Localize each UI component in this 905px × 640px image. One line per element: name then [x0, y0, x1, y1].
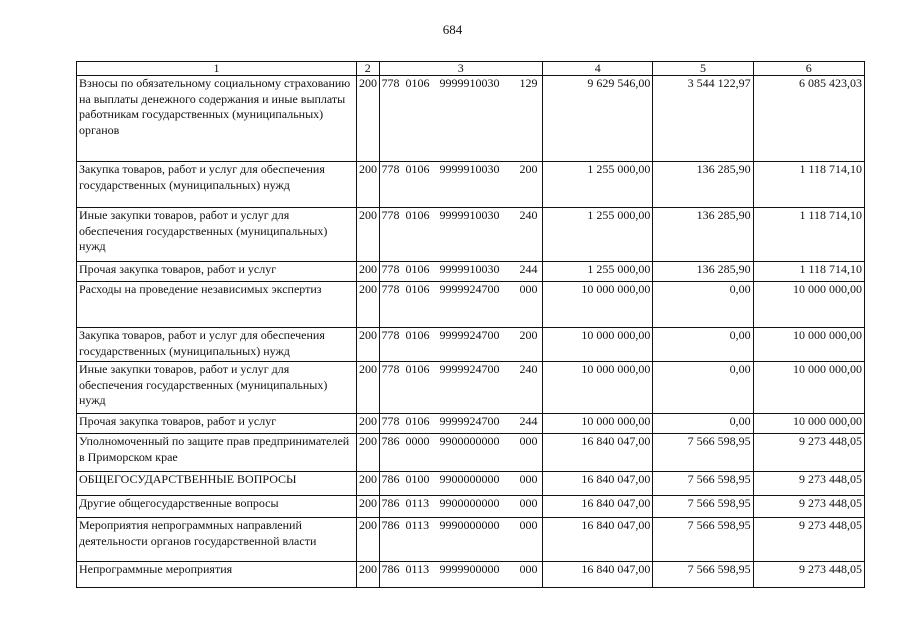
code-csr: 9990000000: [439, 518, 500, 532]
page-number: 684: [442, 22, 463, 37]
row-col6: 1 118 714,10: [753, 162, 864, 208]
row-col4: 10 000 000,00: [543, 282, 653, 328]
code-ved: 786: [381, 472, 400, 486]
header-col-2: 2: [357, 62, 379, 76]
code-ved: 778: [381, 414, 400, 428]
header-col-1: 1: [77, 62, 357, 76]
row-col2: 200: [357, 518, 379, 562]
row-col5: 136 285,90: [653, 208, 753, 262]
row-col6: 10 000 000,00: [753, 282, 864, 328]
row-col4: 16 840 047,00: [543, 496, 653, 518]
code-rz: 0113: [405, 562, 430, 576]
code-csr: 9900000000: [439, 434, 500, 448]
code-vr: 240: [519, 362, 538, 376]
row-col4: 16 840 047,00: [543, 434, 653, 472]
code-vr: 000: [519, 518, 538, 532]
code-rz: 0113: [405, 518, 430, 532]
row-code: [379, 328, 543, 362]
row-code: [379, 362, 543, 414]
code-vr: 129: [519, 76, 538, 90]
header-row: [77, 62, 865, 76]
row-code: [379, 414, 543, 434]
row-col5: 7 566 598,95: [653, 562, 753, 588]
row-name: Иные закупки товаров, работ и услуг для обеспечения государственных (муниципальных) нужд: [77, 208, 357, 262]
row-col2: 200: [357, 76, 379, 162]
code-csr: 9999910030: [439, 208, 500, 222]
row-name: Взносы по обязательному социальному страхованию на выплаты денежного содержания и иные выплаты работникам государственных (муниципальных) органов: [77, 76, 357, 162]
budget-table: [76, 61, 865, 588]
row-col5: 0,00: [653, 328, 753, 362]
row-col6: 1 118 714,10: [753, 208, 864, 262]
row-col4: 10 000 000,00: [543, 362, 653, 414]
row-code: [379, 518, 543, 562]
table-row: [77, 162, 865, 208]
code-vr: 000: [519, 282, 538, 296]
table-row: [77, 518, 865, 562]
table-row: [77, 496, 865, 518]
row-col2: 200: [357, 472, 379, 496]
row-code: [379, 208, 543, 262]
code-csr: 9999924700: [439, 414, 500, 428]
header-col-3: 3: [379, 62, 543, 76]
code-ved: 778: [381, 76, 400, 90]
code-csr: 9999910030: [439, 162, 500, 176]
code-csr: 9999924700: [439, 362, 500, 376]
code-csr: 9999910030: [439, 262, 500, 276]
row-col5: 0,00: [653, 282, 753, 328]
code-csr: 9900000000: [439, 472, 500, 486]
header-col-5: 5: [653, 62, 753, 76]
code-vr: 244: [519, 414, 538, 428]
code-rz: 0106: [405, 208, 430, 222]
code-ved: 786: [381, 562, 400, 576]
row-col2: 200: [357, 208, 379, 262]
row-col2: 200: [357, 262, 379, 282]
row-name: Закупка товаров, работ и услуг для обеспечения государственных (муниципальных) нужд: [77, 162, 357, 208]
row-col4: 1 255 000,00: [543, 162, 653, 208]
row-name: Уполномоченный по защите прав предпринимателей в Приморском крае: [77, 434, 357, 472]
row-col5: 136 285,90: [653, 162, 753, 208]
row-col4: 1 255 000,00: [543, 262, 653, 282]
row-col2: 200: [357, 562, 379, 588]
row-col5: 7 566 598,95: [653, 496, 753, 518]
row-name: Прочая закупка товаров, работ и услуг: [77, 414, 357, 434]
row-name: Непрограммные мероприятия: [77, 562, 357, 588]
row-name: Расходы на проведение независимых экспертиз: [77, 282, 357, 328]
row-code: [379, 262, 543, 282]
row-col5: 0,00: [653, 362, 753, 414]
row-col5: 0,00: [653, 414, 753, 434]
code-vr: 000: [519, 434, 538, 448]
row-col6: 10 000 000,00: [753, 362, 864, 414]
code-rz: 0106: [405, 262, 430, 276]
row-name: Прочая закупка товаров, работ и услуг: [77, 262, 357, 282]
code-vr: 244: [519, 262, 538, 276]
code-rz: 0100: [405, 472, 430, 486]
code-csr: 9999900000: [439, 562, 500, 576]
row-name: Другие общегосударственные вопросы: [77, 496, 357, 518]
row-code: [379, 162, 543, 208]
code-rz: 0106: [405, 76, 430, 90]
row-col5: 3 544 122,97: [653, 76, 753, 162]
code-rz: 0106: [405, 282, 430, 296]
row-col5: 7 566 598,95: [653, 472, 753, 496]
row-code: [379, 496, 543, 518]
row-col2: 200: [357, 496, 379, 518]
row-col4: 16 840 047,00: [543, 518, 653, 562]
row-col4: 16 840 047,00: [543, 472, 653, 496]
row-col6: 10 000 000,00: [753, 414, 864, 434]
code-rz: 0106: [405, 362, 430, 376]
row-col6: 10 000 000,00: [753, 328, 864, 362]
code-vr: 240: [519, 208, 538, 222]
code-ved: 778: [381, 162, 400, 176]
code-ved: 778: [381, 362, 400, 376]
table-row: [77, 434, 865, 472]
row-code: [379, 76, 543, 162]
table-row: [77, 282, 865, 328]
row-col6: 9 273 448,05: [753, 472, 864, 496]
code-ved: 778: [381, 282, 400, 296]
code-rz: 0106: [405, 414, 430, 428]
row-code: [379, 562, 543, 588]
row-col6: 6 085 423,03: [753, 76, 864, 162]
code-csr: 9999910030: [439, 76, 500, 90]
row-col6: 9 273 448,05: [753, 518, 864, 562]
table-row: [77, 208, 865, 262]
row-name: ОБЩЕГОСУДАРСТВЕННЫЕ ВОПРОСЫ: [77, 472, 357, 496]
table-row: [77, 472, 865, 496]
code-rz: 0113: [405, 496, 430, 510]
code-ved: 786: [381, 496, 400, 510]
row-col5: 136 285,90: [653, 262, 753, 282]
code-ved: 786: [381, 434, 400, 448]
table-row: [77, 562, 865, 588]
row-code: [379, 282, 543, 328]
code-csr: 9999924700: [439, 328, 500, 342]
code-rz: 0106: [405, 162, 430, 176]
code-vr: 000: [519, 472, 538, 486]
code-csr: 9999924700: [439, 282, 500, 296]
row-col4: 10 000 000,00: [543, 414, 653, 434]
row-col4: 10 000 000,00: [543, 328, 653, 362]
code-ved: 778: [381, 208, 400, 222]
table-row: [77, 262, 865, 282]
row-col4: 16 840 047,00: [543, 562, 653, 588]
row-col2: 200: [357, 162, 379, 208]
code-vr: 200: [519, 328, 538, 342]
table-body: [77, 76, 865, 588]
row-col6: 1 118 714,10: [753, 262, 864, 282]
row-col6: 9 273 448,05: [753, 496, 864, 518]
row-col2: 200: [357, 414, 379, 434]
code-ved: 778: [381, 328, 400, 342]
row-col2: 200: [357, 282, 379, 328]
code-rz: 0000: [405, 434, 430, 448]
code-vr: 000: [519, 496, 538, 510]
row-col2: 200: [357, 328, 379, 362]
code-ved: 786: [381, 518, 400, 532]
table-row: [77, 76, 865, 162]
row-col6: 9 273 448,05: [753, 434, 864, 472]
row-name: Иные закупки товаров, работ и услуг для обеспечения государственных (муниципальных) нужд: [77, 362, 357, 414]
header-col-4: 4: [543, 62, 653, 76]
table-row: [77, 362, 865, 414]
row-col5: 7 566 598,95: [653, 518, 753, 562]
row-col2: 200: [357, 434, 379, 472]
code-ved: 778: [381, 262, 400, 276]
row-col6: 9 273 448,05: [753, 562, 864, 588]
row-name: Закупка товаров, работ и услуг для обеспечения государственных (муниципальных) нужд: [77, 328, 357, 362]
row-name: Мероприятия непрограммных направлений деятельности органов государственной власти: [77, 518, 357, 562]
row-code: [379, 434, 543, 472]
row-col4: 1 255 000,00: [543, 208, 653, 262]
table-row: [77, 414, 865, 434]
row-code: [379, 472, 543, 496]
header-col-6: 6: [753, 62, 864, 76]
row-col2: 200: [357, 362, 379, 414]
row-col4: 9 629 546,00: [543, 76, 653, 162]
code-vr: 200: [519, 162, 538, 176]
code-vr: 000: [519, 562, 538, 576]
table-row: [77, 328, 865, 362]
row-col5: 7 566 598,95: [653, 434, 753, 472]
code-csr: 9900000000: [439, 496, 500, 510]
code-rz: 0106: [405, 328, 430, 342]
